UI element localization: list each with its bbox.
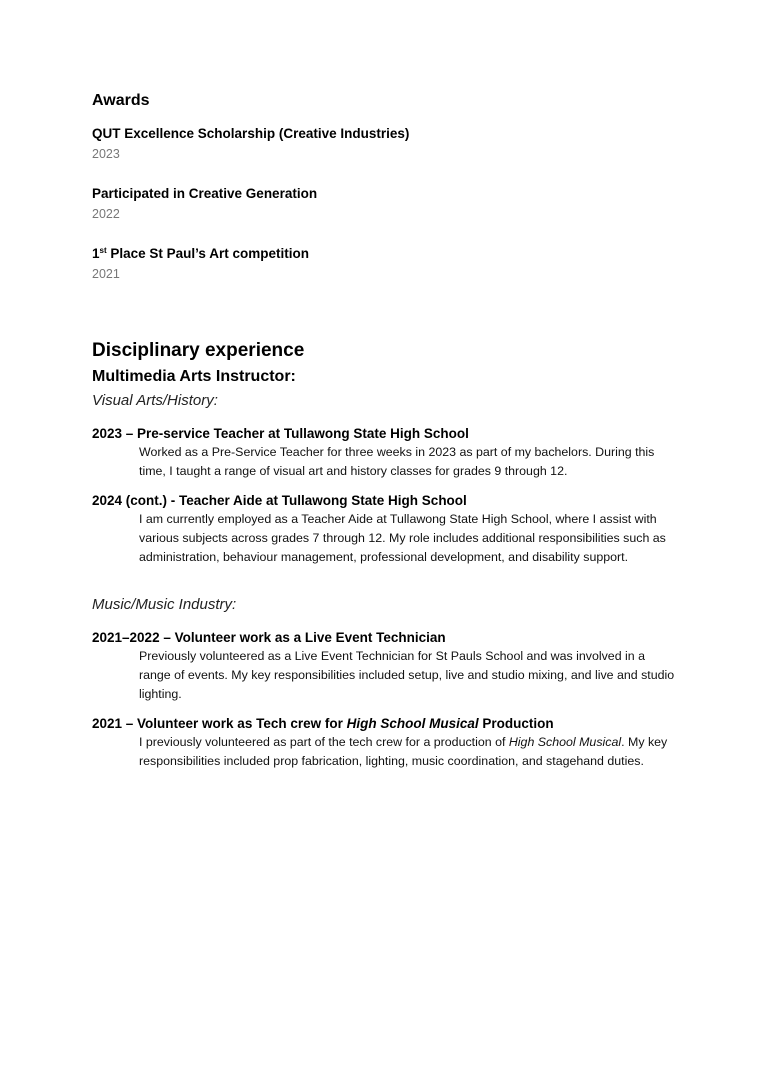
entry-title: 2023 – Pre-service Teacher at Tullawong State High School: [92, 426, 469, 441]
music-industry-heading: Music/Music Industry:: [92, 596, 237, 613]
production-name: High School Musical: [346, 716, 479, 731]
award-title-rest: Place St Paul’s Art competition: [106, 246, 309, 261]
award-title: [92, 244, 309, 264]
award-year: 2021: [92, 267, 120, 281]
experience-entry: [92, 628, 682, 704]
award-title: QUT Excellence Scholarship (Creative Industries): [92, 126, 410, 141]
entry-description-start: I previously volunteered as part of the tech crew for a production of: [139, 735, 509, 749]
award-title-prefix: 1: [92, 246, 100, 261]
award-year: 2022: [92, 207, 120, 221]
award-year: 2023: [92, 147, 120, 161]
award-item: [92, 124, 409, 164]
entry-description: Previously volunteered as a Live Event Technician for St Pauls School and was involved in a range of events. My key responsibilities included setup, live and studio mixing, and live and studio lighting.: [139, 649, 675, 701]
entry-description: [139, 733, 679, 771]
role-heading: Multimedia Arts Instructor:: [92, 368, 296, 385]
entry-description: Worked as a Pre-Service Teacher for three weeks in 2023 as part of my bachelors. During this time, I taught a range of visual art and history classes for grades 9 through 12.: [139, 445, 655, 478]
entry-title-end: Production: [478, 716, 554, 731]
award-title: Participated in Creative Generation: [92, 186, 318, 201]
experience-entry: [92, 714, 682, 771]
awards-heading: Awards: [92, 92, 150, 109]
award-item: [92, 184, 317, 224]
disciplinary-experience-heading: Disciplinary experience: [92, 340, 305, 361]
award-title-superscript: st: [99, 246, 107, 255]
production-name: High School Musical: [508, 735, 622, 749]
entry-description: I am currently employed as a Teacher Aide at Tullawong State High School, where I assist with various subjects across grades 7 through 12. My role includes additional responsibilities such as administration, behaviour management, professional development, and disability support.: [139, 512, 666, 564]
entry-title: [92, 714, 682, 733]
entry-description-end: . My key responsibilities included prop fabrication, lighting, music coordination, and stagehand duties.: [139, 735, 668, 768]
experience-entry: [92, 424, 682, 481]
visual-arts-heading: Visual Arts/History:: [92, 392, 218, 409]
experience-entry: [92, 491, 682, 567]
entry-title-start: 2021 – Volunteer work as Tech crew for: [92, 716, 347, 731]
entry-title: 2024 (cont.) - Teacher Aide at Tullawong State High School: [92, 493, 467, 508]
entry-title: 2021–2022 – Volunteer work as a Live Event Technician: [92, 630, 446, 645]
award-item: [92, 244, 309, 284]
